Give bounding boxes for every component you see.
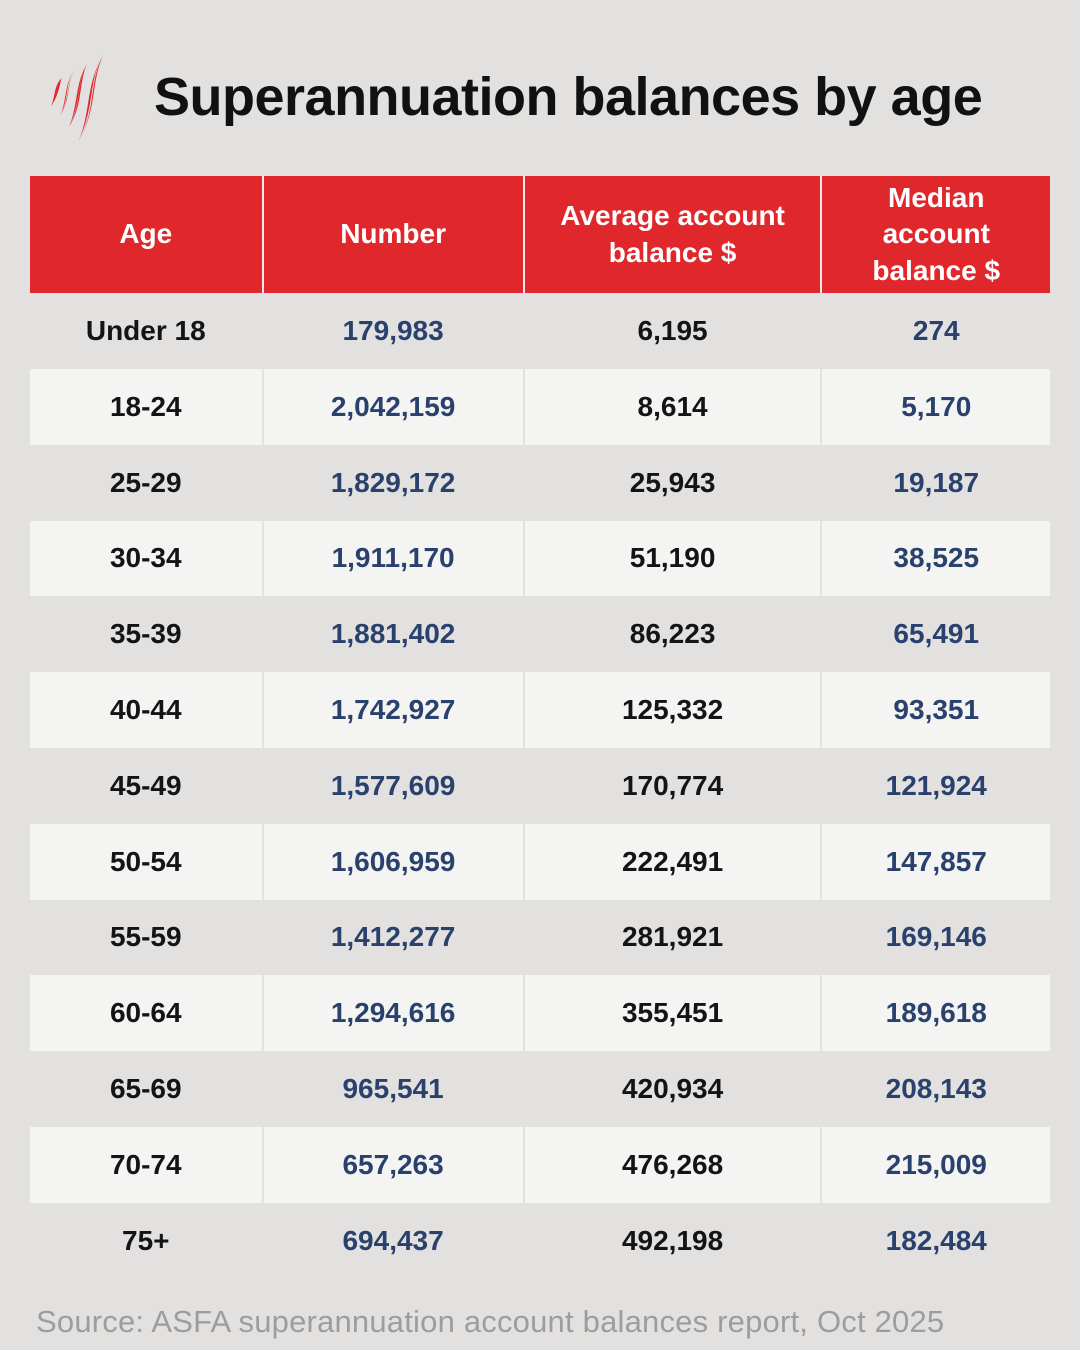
cell-average-balance: 86,223: [524, 596, 822, 672]
super-balances-table: [30, 176, 1050, 1279]
cell-average-balance: 355,451: [524, 975, 822, 1051]
table-body: [30, 293, 1050, 1278]
cell-median-balance: 182,484: [821, 1203, 1050, 1279]
cell-average-balance: 6,195: [524, 293, 822, 369]
table-row: [30, 672, 1050, 748]
col-header-average-balance: Average account balance $: [524, 176, 822, 293]
page-title: Superannuation balances by age: [154, 66, 983, 127]
cell-age: 50-54: [30, 824, 263, 900]
cell-median-balance: 121,924: [821, 748, 1050, 824]
cell-median-balance: 93,351: [821, 672, 1050, 748]
cell-age: 45-49: [109, 769, 182, 801]
cell-age: 65-69: [109, 1073, 182, 1105]
cell-median-balance: 38,525: [821, 521, 1050, 597]
table-row: [30, 521, 1050, 597]
cell-number: 1,294,616: [263, 975, 524, 1051]
cell-number: 1,881,402: [263, 596, 524, 672]
header-row: [30, 176, 1050, 293]
cell-number: 1,911,170: [263, 521, 524, 597]
cell-number: 2,042,159: [263, 369, 524, 445]
cell-median-balance: 65,491: [821, 596, 1050, 672]
cell-median-balance: 5,170: [821, 369, 1050, 445]
cell-average-balance: 170,774: [524, 748, 822, 824]
cell-age: 18-24: [30, 369, 263, 445]
source-note: Source: ASFA superannuation account balances report, Oct 2025: [36, 1303, 945, 1339]
cell-age: 75+: [122, 1224, 170, 1256]
table-row: [30, 445, 1050, 521]
cell-age: 25-29: [109, 466, 182, 498]
table-row: [30, 824, 1050, 900]
table-header: [30, 176, 1050, 293]
table-row: [30, 975, 1050, 1051]
cell-average-balance: 420,934: [524, 1051, 822, 1127]
cell-age: 55-59: [109, 921, 182, 953]
cell-age: 40-44: [30, 672, 263, 748]
cell-number: 1,742,927: [263, 672, 524, 748]
cell-number: 1,412,277: [263, 900, 524, 976]
cell-median-balance: 215,009: [821, 1127, 1050, 1203]
table-row: [30, 596, 1050, 672]
cell-average-balance: 25,943: [524, 445, 822, 521]
cell-age: Under 18: [85, 315, 206, 347]
cell-average-balance: 281,921: [524, 900, 822, 976]
cell-number: 1,606,959: [263, 824, 524, 900]
cell-number: 179,983: [263, 293, 524, 369]
cell-number: 657,263: [263, 1127, 524, 1203]
cell-number: 1,577,609: [263, 748, 524, 824]
cell-median-balance: 19,187: [821, 445, 1050, 521]
cell-number: 965,541: [263, 1051, 524, 1127]
col-header-number: Number: [263, 176, 524, 293]
cell-average-balance: 476,268: [524, 1127, 822, 1203]
cell-median-balance: 189,618: [821, 975, 1050, 1051]
cell-age: 60-64: [30, 975, 263, 1051]
cell-age: 70-74: [30, 1127, 263, 1203]
table-row: [30, 1127, 1050, 1203]
cell-age: 35-39: [109, 618, 182, 650]
cell-age: 30-34: [30, 521, 263, 597]
table-row: [30, 369, 1050, 445]
table-row: [30, 900, 1050, 976]
table-wrap: [30, 176, 1050, 1279]
col-header-age: Age: [30, 176, 263, 293]
cell-average-balance: 51,190: [524, 521, 822, 597]
cell-number: 694,437: [263, 1203, 524, 1279]
cell-median-balance: 274: [821, 293, 1050, 369]
cell-median-balance: 147,857: [821, 824, 1050, 900]
cell-average-balance: 8,614: [524, 369, 822, 445]
cell-average-balance: 125,332: [524, 672, 822, 748]
cell-average-balance: 492,198: [524, 1203, 822, 1279]
col-header-median-balance: Median account balance $: [821, 176, 1050, 293]
cell-median-balance: 169,146: [821, 900, 1050, 976]
cell-median-balance: 208,143: [821, 1051, 1050, 1127]
cell-average-balance: 222,491: [524, 824, 822, 900]
table-row: [30, 748, 1050, 824]
table-row: [30, 293, 1050, 369]
table-row: [30, 1203, 1050, 1279]
sbs-flame-logo-icon: [40, 45, 132, 149]
table-row: [30, 1051, 1050, 1127]
cell-number: 1,829,172: [263, 445, 524, 521]
masthead: [0, 0, 1080, 150]
